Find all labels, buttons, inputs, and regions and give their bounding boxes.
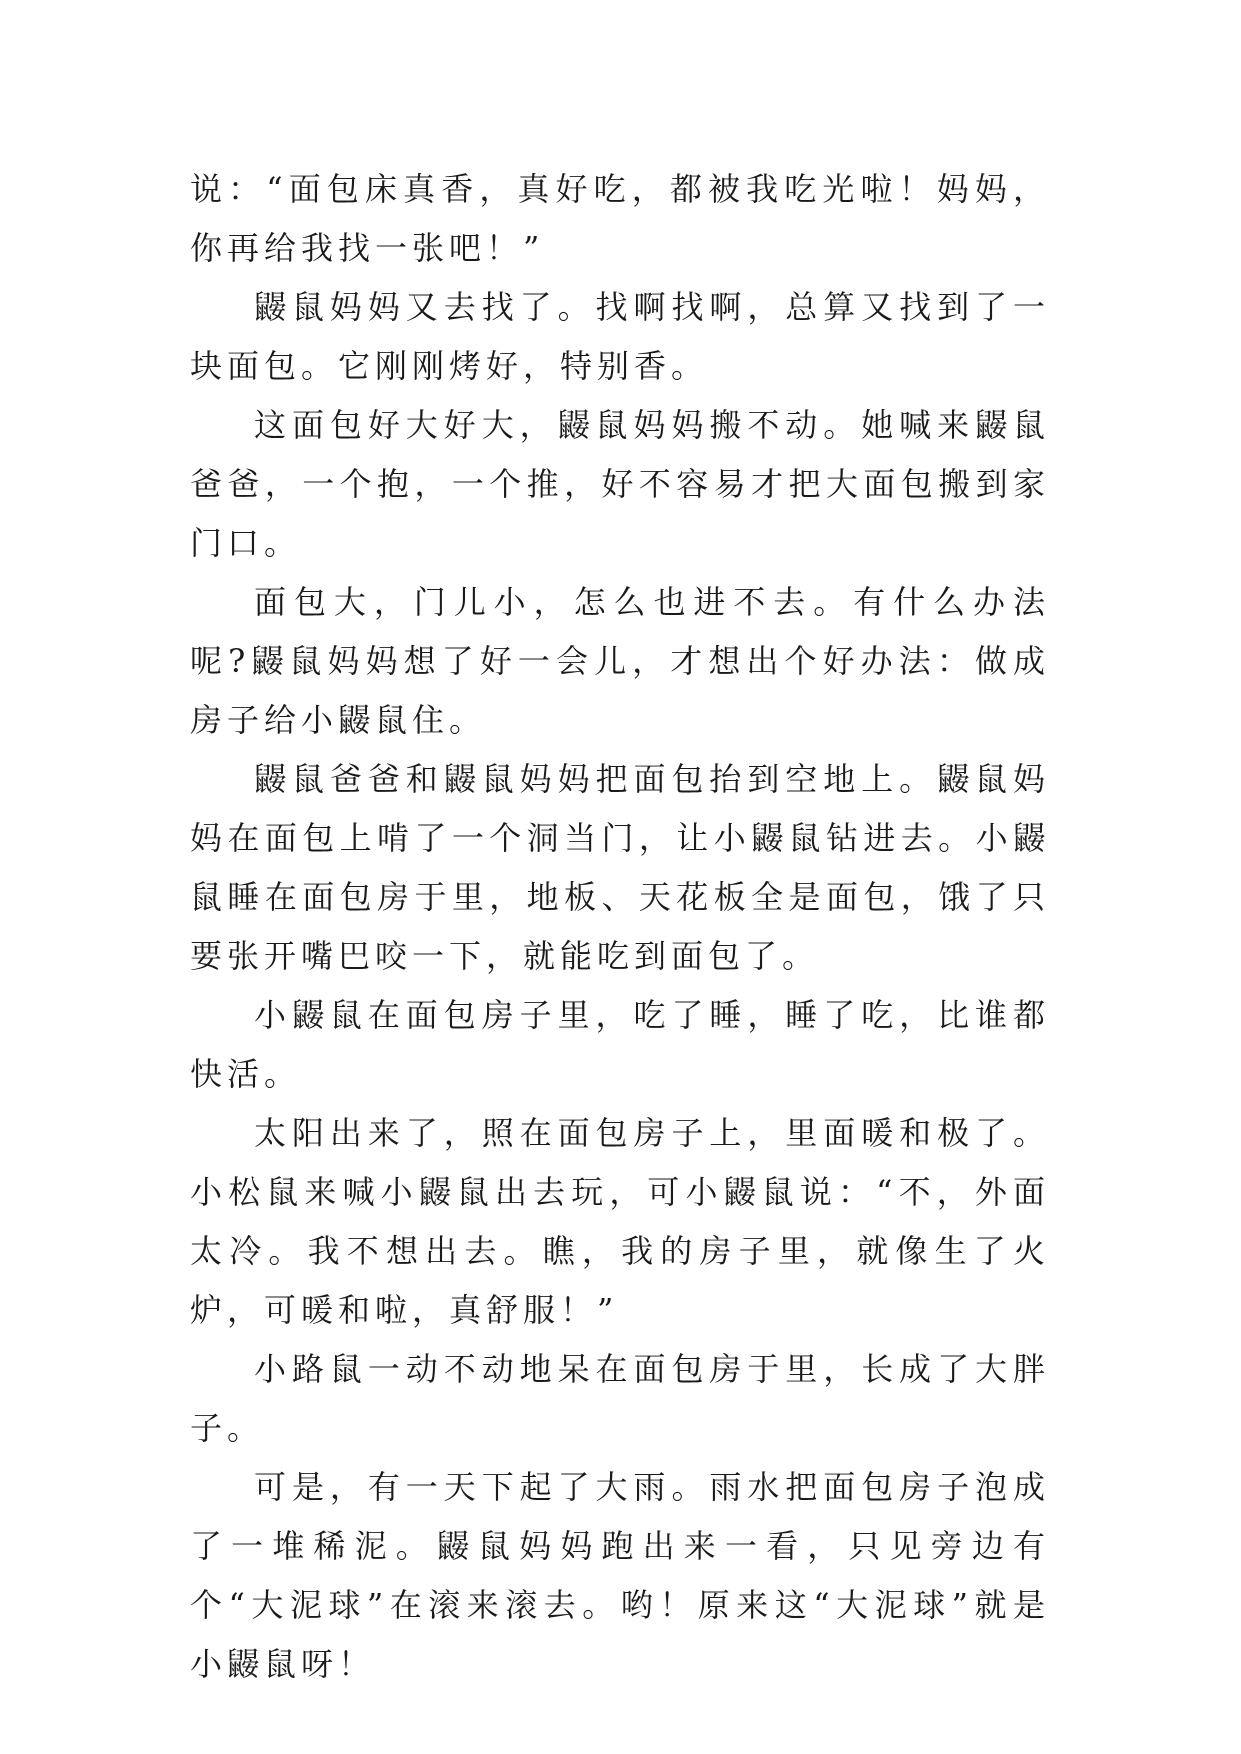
paragraph: 面包大，门儿小，怎么也进不去。有什么办法呢?鼹鼠妈妈想了好一会儿，才想出个好办法：做成房子给小鼹鼠住。 [190,583,1050,739]
story-text [190,160,1050,1694]
paragraph: 小鼹鼠在面包房子里，吃了睡，睡了吃，比谁都快活。 [190,996,1050,1093]
paragraph: 小路鼠一动不动地呆在面包房于里，长成了大胖子。 [190,1350,1050,1447]
paragraph: 这面包好大好大，鼹鼠妈妈搬不动。她喊来鼹鼠爸爸，一个抱，一个推，好不容易才把大面包搬到家门口。 [190,406,1050,562]
paragraph: 鼹鼠妈妈又去找了。找啊找啊，总算又找到了一块面包。它刚刚烤好，特别香。 [190,288,1050,385]
paragraph: 鼹鼠爸爸和鼹鼠妈妈把面包抬到空地上。鼹鼠妈妈在面包上啃了一个洞当门，让小鼹鼠钻进去。小鼹鼠睡在面包房于里，地板、天花板全是面包，饿了只要张开嘴巴咬一下，就能吃到面包了。 [190,760,1050,975]
paragraph: 可是，有一天下起了大雨。雨水把面包房子泡成了一堆稀泥。鼹鼠妈妈跑出来一看，只见旁边有个“大泥球”在滚来滚去。哟！原来这“大泥球”就是小鼹鼠呀！ [190,1468,1050,1683]
paragraph: 说：“面包床真香，真好吃，都被我吃光啦！妈妈，你再给我找一张吧！” [190,170,1050,267]
paragraph: 太阳出来了，照在面包房子上，里面暖和极了。小松鼠来喊小鼹鼠出去玩，可小鼹鼠说：“不，外面太冷。我不想出去。瞧，我的房子里，就像生了火炉，可暖和啦，真舒服！” [190,1114,1050,1329]
